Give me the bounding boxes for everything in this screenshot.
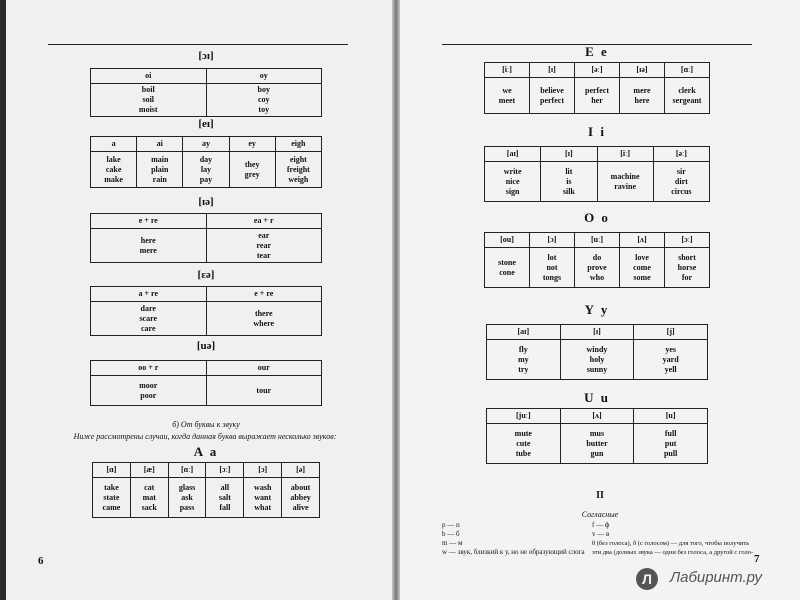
header-cell: ea + r xyxy=(206,214,322,229)
header-cell: e + re xyxy=(206,287,322,302)
consonants-left: p — п b — б m — м w — звук, близкий к у, но не образующий слога xyxy=(442,521,585,556)
words-cell: cat mat sack xyxy=(130,478,168,518)
header-cell: [ɪ] xyxy=(541,147,597,162)
words-cell: dare scare care xyxy=(91,302,207,336)
table-uu xyxy=(486,408,708,464)
section-title-ie: [ɪə] xyxy=(198,196,214,208)
book-gutter xyxy=(392,0,400,600)
words-cell: boy coy toy xyxy=(206,84,322,117)
words-cell: do prove who xyxy=(575,248,620,288)
table-ie xyxy=(90,213,322,263)
header-cell: [ʌ] xyxy=(560,409,634,424)
table-aa xyxy=(92,462,320,518)
words-cell: main plain rain xyxy=(137,152,183,188)
header-cell: [ɔ] xyxy=(530,233,575,248)
header-cell: oi xyxy=(91,69,207,84)
table-yy xyxy=(486,324,708,380)
header-cell: [ou] xyxy=(485,233,530,248)
header-cell: [ə] xyxy=(282,463,320,478)
words-cell: full put pull xyxy=(634,424,708,464)
words-cell: moor poor xyxy=(91,376,207,406)
header-cell: [ɑː] xyxy=(665,63,710,78)
header-cell: e + re xyxy=(91,214,207,229)
header-cell: [ɔ] xyxy=(244,463,282,478)
table-oo xyxy=(484,232,710,288)
page-number-right: 7 xyxy=(754,553,760,565)
table-ue xyxy=(90,360,322,406)
words-cell: we meet xyxy=(485,78,530,114)
section-title-aa: A a xyxy=(193,444,219,459)
words-cell: clerk sergeant xyxy=(665,78,710,114)
words-cell: mus butter gun xyxy=(560,424,634,464)
section-title-ee: E e xyxy=(585,44,609,59)
section-title-yy: Y y xyxy=(584,302,610,317)
header-cell: [əː] xyxy=(653,147,709,162)
table-ee xyxy=(484,62,710,114)
header-cell: [juː] xyxy=(487,409,561,424)
words-cell: lake cake make xyxy=(91,152,137,188)
header-cell: [ɑː] xyxy=(168,463,206,478)
words-cell: boil soil moist xyxy=(91,84,207,117)
section-title-ea: [ɛə] xyxy=(197,269,215,281)
words-cell: believe perfect xyxy=(530,78,575,114)
words-cell: ear rear tear xyxy=(206,229,322,263)
header-cell: a + re xyxy=(91,287,207,302)
words-cell: day lay pay xyxy=(183,152,229,188)
words-cell: yes yard yell xyxy=(634,340,708,380)
words-cell: perfect her xyxy=(575,78,620,114)
header-cell: [ɑ] xyxy=(93,463,131,478)
words-cell: eight freight weigh xyxy=(275,152,321,188)
header-cell: [ɪə] xyxy=(620,63,665,78)
words-cell: windy holy sunny xyxy=(560,340,634,380)
header-cell: our xyxy=(206,361,322,376)
note-text: Ниже рассмотрены случаи, когда данная буква выражает несколько звуков: xyxy=(73,432,337,441)
header-cell: oy xyxy=(206,69,322,84)
header-cell: [ɪ] xyxy=(530,63,575,78)
header-cell: a xyxy=(91,137,137,152)
header-cell: [aɪ] xyxy=(485,147,541,162)
words-cell: lot not tongs xyxy=(530,248,575,288)
page-number-left: 6 xyxy=(38,555,44,567)
header-cell: [iː] xyxy=(597,147,653,162)
table-ea xyxy=(90,286,322,336)
header-cell: oo + r xyxy=(91,361,207,376)
section-title-ei: [eɪ] xyxy=(198,118,214,130)
words-cell: mute cute tube xyxy=(487,424,561,464)
words-cell: short horse for xyxy=(665,248,710,288)
words-cell: tour xyxy=(206,376,322,406)
header-cell: [ɔː] xyxy=(206,463,244,478)
section-title-oo: O o xyxy=(584,210,610,225)
words-cell: about abbey alive xyxy=(282,478,320,518)
header-cell: [iː] xyxy=(485,63,530,78)
header-cell: ey xyxy=(229,137,275,152)
header-cell: [u] xyxy=(634,409,708,424)
words-cell: stone cone xyxy=(485,248,530,288)
header-cell: [ɔː] xyxy=(665,233,710,248)
table-ei xyxy=(90,136,322,188)
words-cell: love come some xyxy=(620,248,665,288)
consonants-heading: Согласные xyxy=(581,510,619,519)
words-cell: mere here xyxy=(620,78,665,114)
words-cell: they grey xyxy=(229,152,275,188)
header-cell: [əː] xyxy=(575,63,620,78)
left-header-rule xyxy=(48,44,348,45)
section-title-ii: I i xyxy=(588,124,606,139)
header-cell: [j] xyxy=(634,325,708,340)
consonants-right: f — ф v — в θ (без голоса), ð (с голосом) — для того, чтобы получить эти два (долных звука — одни без голоса, а другой с голо- xyxy=(592,521,754,556)
words-cell: fly my try xyxy=(487,340,561,380)
header-cell: [æ] xyxy=(130,463,168,478)
header-cell: [ʌ] xyxy=(620,233,665,248)
words-cell: there where xyxy=(206,302,322,336)
note-heading: б) От буквы к звуку xyxy=(172,420,240,429)
header-cell: ai xyxy=(137,137,183,152)
table-ii xyxy=(484,146,710,202)
watermark-logo: Л xyxy=(636,568,658,590)
header-cell: eigh xyxy=(275,137,321,152)
watermark-text: Лабиринт.ру xyxy=(669,569,762,586)
words-cell: sir dirt circus xyxy=(653,162,709,202)
table-oi xyxy=(90,68,322,117)
header-cell: [aɪ] xyxy=(487,325,561,340)
header-cell: ay xyxy=(183,137,229,152)
header-cell: [uː] xyxy=(575,233,620,248)
words-cell: write nice sign xyxy=(485,162,541,202)
section-title-oi: [ɔɪ] xyxy=(198,50,214,62)
roman-numeral: II xyxy=(596,490,604,501)
section-title-uu: U u xyxy=(584,390,610,405)
words-cell: all salt fall xyxy=(206,478,244,518)
section-title-ue: [uə] xyxy=(196,340,216,352)
words-cell: lit is silk xyxy=(541,162,597,202)
words-cell: glass ask pass xyxy=(168,478,206,518)
words-cell: take state came xyxy=(93,478,131,518)
words-cell: here mere xyxy=(91,229,207,263)
words-cell: machine ravine xyxy=(597,162,653,202)
header-cell: [ɪ] xyxy=(560,325,634,340)
words-cell: wash want what xyxy=(244,478,282,518)
